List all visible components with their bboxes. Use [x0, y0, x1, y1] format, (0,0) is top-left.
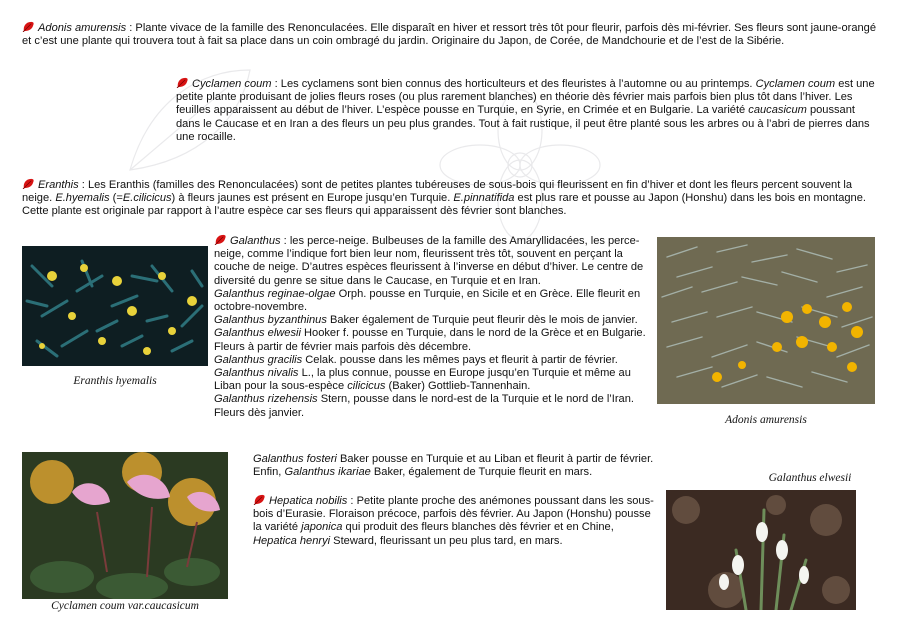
cyclamen-photo — [22, 452, 228, 599]
eranthis-text-3: ) à fleurs jaunes est présent en Europe jusqu’en Turquie. — [171, 192, 454, 205]
galanthus-name: Galanthus — [230, 235, 281, 247]
species-text: Celak. pousse dans les mêmes pays et fleurit à partir de février. — [302, 353, 618, 366]
red-leaf-bullet-icon — [253, 494, 266, 505]
cyclamen-italic-2: caucasicum — [748, 104, 807, 117]
galanthus-intro: : les perce-neige. Bulbeuses de la famille des Amaryllidacées, les perce-neige, comme l’indique fort bien leur nom, fleurissent très tôt, souvent en perçant la couche de neige. D’autres espèces fleurissent à l’inverse en début d’hiver. Le centre de diversité du genre se situe dans le Caucase, en Turquie et en Iran. — [214, 235, 644, 287]
eranthis-italic-2: E.cilicicus — [122, 192, 172, 205]
hepatica-text-2: qui produit des fleurs blanches dès février et en Chine, — [342, 521, 614, 534]
species-text: (Baker) Gottlieb-Tannenhain. — [385, 380, 531, 393]
species-text: Baker, également de Turquie fleurit en mars. — [370, 466, 593, 479]
eranthis-text-4: est plus rare et pousse au Japon (Honshu) dans les bois en montagne. Cette plante est originale par rapport à l’autre espèce car ses fleurs qui apparaissent dès février sont blanches. — [22, 192, 866, 218]
eranthis-photo — [22, 246, 208, 366]
adonis-paragraph — [22, 21, 882, 48]
eranthis-text-1: : Les Eranthis (familles des Renonculacées) sont de petites plantes tubéreuses de sous-bois qui fleurissent en fin d’hiver et dont les fleurs percent souvent la neige. — [22, 179, 852, 205]
species-name: Galanthus nivalis — [214, 367, 299, 380]
adonis-photo — [657, 237, 875, 404]
species-text: Baker également de Turquie peut fleurir dès le mois de janvier. — [326, 314, 638, 327]
eranthis-caption: Eranthis hyemalis — [73, 375, 157, 387]
cyclamen-text-1: : Les cyclamens sont bien connus des horticulteurs et des fleuristes à l’automne ou au printemps. — [271, 78, 756, 90]
species-name: Galanthus elwesii — [214, 327, 301, 340]
hepatica-text-3: Steward, fleurissant un peu plus tard, en mars. — [330, 534, 563, 547]
adonis-caption: Adonis amurensis — [725, 414, 807, 426]
adonis-name: Adonis amurensis — [38, 22, 127, 34]
galanthus-continuation — [253, 453, 693, 479]
species-text: Stern, pousse dans le nord-est de la Turquie et le nord de l’Iran. Fleurs dès janvier. — [214, 393, 634, 419]
hepatica-name: Hepatica nobilis — [269, 495, 348, 507]
hepatica-italic-1: japonica — [301, 521, 343, 534]
species-text: Hooker f. pousse en Turquie, dans le nord de la Grèce et en Bulgarie. Fleurs à partir de février mais parfois dès décembre. — [214, 327, 646, 353]
species-text: Enfin, — [253, 466, 285, 479]
eranthis-text-2: (= — [109, 192, 123, 205]
hepatica-paragraph — [253, 494, 655, 548]
species-text: L., la plus connue, pousse en Europe jusqu’en Turquie et même au Liban pour la sous-espèce — [214, 367, 631, 393]
eranthis-paragraph — [22, 178, 882, 219]
species-name: Galanthus byzanthinus — [214, 314, 327, 327]
red-leaf-bullet-icon — [176, 77, 189, 88]
eranthis-italic-3: E.pinnatifida — [453, 192, 515, 205]
red-leaf-bullet-icon — [214, 234, 227, 245]
cyclamen-name: Cyclamen coum — [192, 78, 272, 90]
galanthus-photo — [666, 490, 856, 610]
species-name: Galanthus gracilis — [214, 353, 303, 366]
species-name: Galanthus rizehensis — [214, 393, 318, 406]
cyclamen-text-3: poussant dans le Caucase et en Iran a des fleurs un peu plus grandes. Tout à fait rustique, il peut être planté sous les arbres ou à l’abri de pierres dans une rocaille. — [176, 104, 870, 143]
cyclamen-text-2: est une petite plante produisant de jolies fleurs roses (ou plus rarement blanches) en théorie dès février mais parfois bien plus tôt dans l’hiver. Les feuilles apparaissent au début de l’hiver. L’espèce pousse en Turquie, en Syrie, en Crimée et en Bulgarie. La variété — [176, 78, 875, 117]
species-name: Galanthus fosteri — [253, 453, 337, 465]
cyclamen-caption: Cyclamen coum var.caucasicum — [51, 600, 199, 612]
hepatica-italic-2: Hepatica henryi — [253, 534, 331, 547]
hepatica-text-1: : Petite plante proche des anémones poussant dans les sous-bois d’Eurasie. Floraison précoce, parfois dès février. Au Japon (Honshu) pousse la variété — [253, 495, 654, 534]
galanthus-caption: Galanthus elwesii — [768, 472, 852, 484]
galanthus-paragraph — [214, 234, 660, 420]
subspecies-name: cilicicus — [347, 380, 386, 393]
cyclamen-paragraph — [176, 77, 880, 144]
adonis-text: : Plante vivace de la famille des Renonculacées. Elle disparaît en hiver et ressort très tôt pour fleurir, parfois dès mi-février. Ses fleurs sont jaune-orangé et c’est une plante qui trouvera tout à fait sa place dans un coin ombragé du jardin. Originaire du Japon, de Corée, de Mandchourie et de l’est de la Sibérie. — [22, 22, 877, 48]
red-leaf-bullet-icon — [22, 178, 35, 189]
species-name: Galanthus reginae-olgae — [214, 287, 336, 300]
cyclamen-italic-1: Cyclamen coum — [755, 78, 836, 90]
eranthis-name: Eranthis — [38, 179, 79, 191]
species-text: Baker pousse en Turquie et au Liban et fleurit à partir de février. — [336, 453, 654, 465]
species-name: Galanthus ikariae — [284, 466, 371, 479]
eranthis-italic-1: E.hyemalis — [55, 192, 110, 205]
red-leaf-bullet-icon — [22, 21, 35, 32]
species-text: Orph. pousse en Turquie, en Sicile et en Grèce. Elle fleurit en octobre-novembre. — [214, 287, 641, 314]
